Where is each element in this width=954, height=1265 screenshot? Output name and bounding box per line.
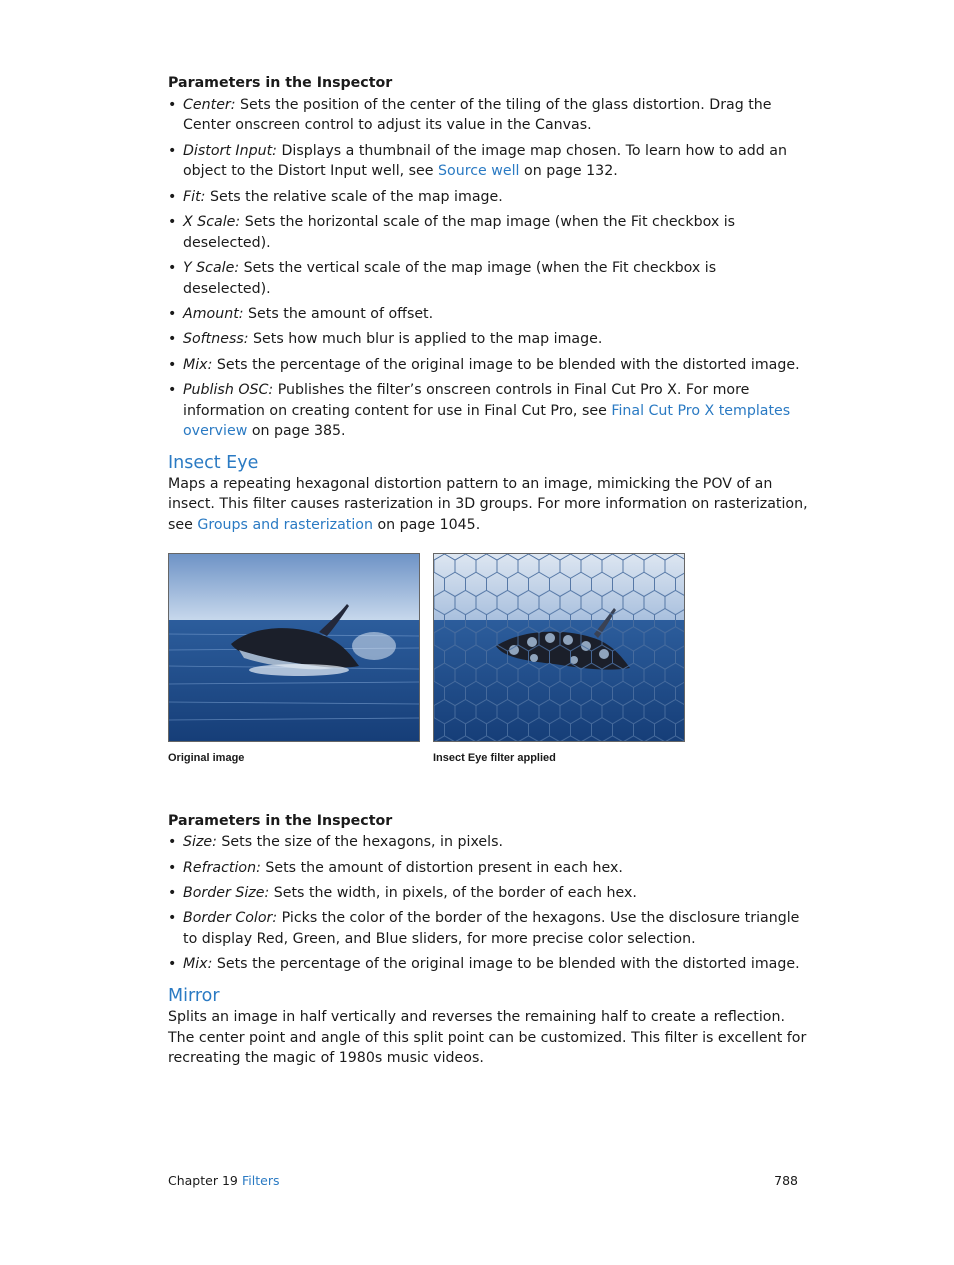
list-item: • Border Size: Sets the width, in pixels, of the border of each hex. bbox=[168, 885, 637, 902]
insect-eye-heading: Insect Eye bbox=[168, 452, 259, 473]
list-item: • Mix: Sets the percentage of the original image to be blended with the distorted image. bbox=[168, 956, 800, 973]
mirror-heading: Mirror bbox=[168, 986, 220, 1006]
list-item: • Distort Input: Displays a thumbnail of the image map chosen. To learn how to add an object to the Distort Input well, see Source well on page 132. bbox=[168, 142, 787, 180]
list-item: • Y Scale: Sets the vertical scale of the map image (when the Fit checkbox is deselected). bbox=[168, 259, 717, 297]
whale-photo bbox=[169, 554, 419, 741]
templates-overview-link[interactable]: Final Cut Pro X templates overview bbox=[183, 402, 791, 440]
filtered-image bbox=[433, 553, 685, 742]
list-item: • X Scale: Sets the horizontal scale of the map image (when the Fit checkbox is deselected). bbox=[168, 213, 736, 251]
list-item: • Center: Sets the position of the center of the tiling of the glass distortion. Drag the Center onscreen control to adjust its value in the Canvas. bbox=[168, 96, 772, 134]
footer-chapter-link[interactable]: Filters bbox=[242, 1173, 280, 1188]
list-item: • Border Color: Picks the color of the border of the hexagons. Use the disclosure triangle to display Red, Green, and Blue sliders, for more precise color selection. bbox=[168, 910, 800, 948]
whale-hex-photo bbox=[434, 554, 684, 741]
source-well-link[interactable]: Source well bbox=[438, 163, 520, 180]
insect-eye-description: Maps a repeating hexagonal distortion pattern to an image, mimicking the POV of an insect. This filter causes rasterization in 3D groups. For more information on rasterization, see Groups and rasterization on page 1045. bbox=[168, 475, 808, 534]
list-item: • Fit: Sets the relative scale of the map image. bbox=[168, 188, 503, 205]
figure-original bbox=[168, 553, 420, 765]
list-item: • Softness: Sets how much blur is applied to the map image. bbox=[168, 331, 603, 348]
original-image bbox=[168, 553, 420, 742]
list-item: • Publish OSC: Publishes the filter’s onscreen controls in Final Cut Pro X. For more information on creating content for use in Final Cut Pro, see Final Cut Pro X templates overview on page 385. bbox=[168, 382, 791, 440]
figure-caption: Original image bbox=[168, 751, 245, 764]
list-item: • Mix: Sets the percentage of the original image to be blended with the distorted image. bbox=[168, 356, 800, 373]
figure-row bbox=[168, 553, 808, 799]
params-subhead-1: Parameters in the Inspector bbox=[168, 75, 393, 91]
page-content bbox=[168, 73, 808, 1069]
list-item: • Size: Sets the size of the hexagons, in pixels. bbox=[168, 834, 503, 851]
params-list-1 bbox=[168, 95, 808, 442]
params-list-2 bbox=[168, 832, 808, 975]
page-number: 788 bbox=[774, 1173, 798, 1188]
groups-rasterization-link[interactable]: Groups and rasterization bbox=[197, 517, 373, 534]
params-subhead-2: Parameters in the Inspector bbox=[168, 812, 393, 829]
list-item: • Refraction: Sets the amount of distortion present in each hex. bbox=[168, 859, 623, 876]
list-item: • Amount: Sets the amount of offset. bbox=[168, 305, 434, 322]
footer-chapter: Chapter 19 bbox=[168, 1173, 238, 1188]
mirror-description: Splits an image in half vertically and reverses the remaining half to create a reflection. The center point and angle of this split point can be customized. This filter is excellent for recreating the magic of 1980s music videos. bbox=[168, 1009, 807, 1067]
figure-filtered bbox=[433, 553, 685, 765]
figure-caption: Insect Eye filter applied bbox=[433, 751, 556, 764]
